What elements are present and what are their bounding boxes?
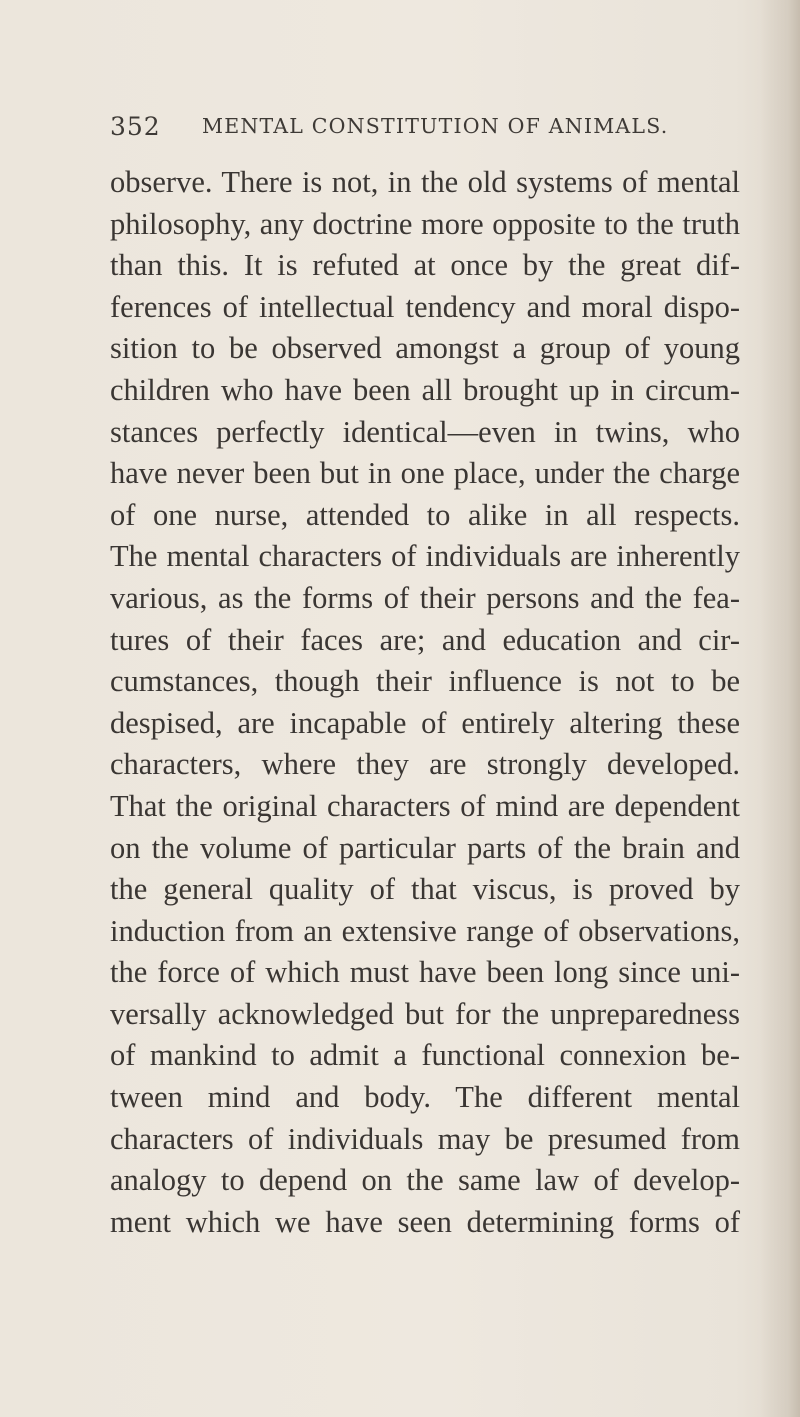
text-line: sition to be observed amongst a group of young: [110, 331, 740, 366]
text-line: on the volume of particular parts of the brain and: [110, 830, 740, 865]
text-line: tures of their faces are; and education and cir-: [110, 622, 740, 657]
page-edge-shadow: [760, 0, 800, 1417]
text-line: analogy to depend on the same law of develop-: [110, 1163, 740, 1198]
text-line: despised, are incapable of entirely altering these: [110, 705, 740, 740]
page-number: 352: [110, 111, 161, 141]
text-line: various, as the forms of their persons and the fea-: [110, 580, 740, 615]
text-line: induction from an extensive range of observations,: [110, 913, 740, 948]
text-line: versally acknowledged but for the unpreparedness: [110, 996, 740, 1031]
text-line: the force of which must have been long since uni-: [110, 955, 740, 990]
text-line: characters of individuals may be presumed from: [110, 1121, 740, 1156]
text-line: That the original characters of mind are dependent: [110, 788, 740, 823]
text-line: stances perfectly identical—even in twins, who: [110, 414, 740, 449]
text-line: of one nurse, attended to alike in all respects.: [110, 497, 740, 532]
text-line: observe. There is not, in the old systems of mental: [110, 165, 740, 199]
text-line: ment which we have seen determining forms of: [110, 1204, 740, 1239]
text-line: cumstances, though their influence is not to be: [110, 664, 740, 699]
text-line: characters, where they are strongly developed.: [110, 747, 740, 782]
page-header: [110, 106, 750, 146]
text-line: the general quality of that viscus, is proved by: [110, 872, 740, 907]
text-line: have never been but in one place, under the charge: [110, 456, 740, 491]
body-text: [110, 162, 740, 1243]
text-line: children who have been all brought up in circum-: [110, 372, 740, 407]
text-line: of mankind to admit a functional connexion be-: [110, 1038, 740, 1073]
text-line: tween mind and body. The different mental: [110, 1080, 740, 1115]
text-line: ferences of intellectual tendency and moral dispo-: [110, 289, 740, 324]
text-line: philosophy, any doctrine more opposite to the truth: [110, 206, 740, 241]
running-head: MENTAL CONSTITUTION OF ANIMALS.: [202, 114, 669, 138]
text-line: than this. It is refuted at once by the great dif-: [110, 248, 740, 283]
text-line: The mental characters of individuals are inherently: [110, 539, 740, 574]
